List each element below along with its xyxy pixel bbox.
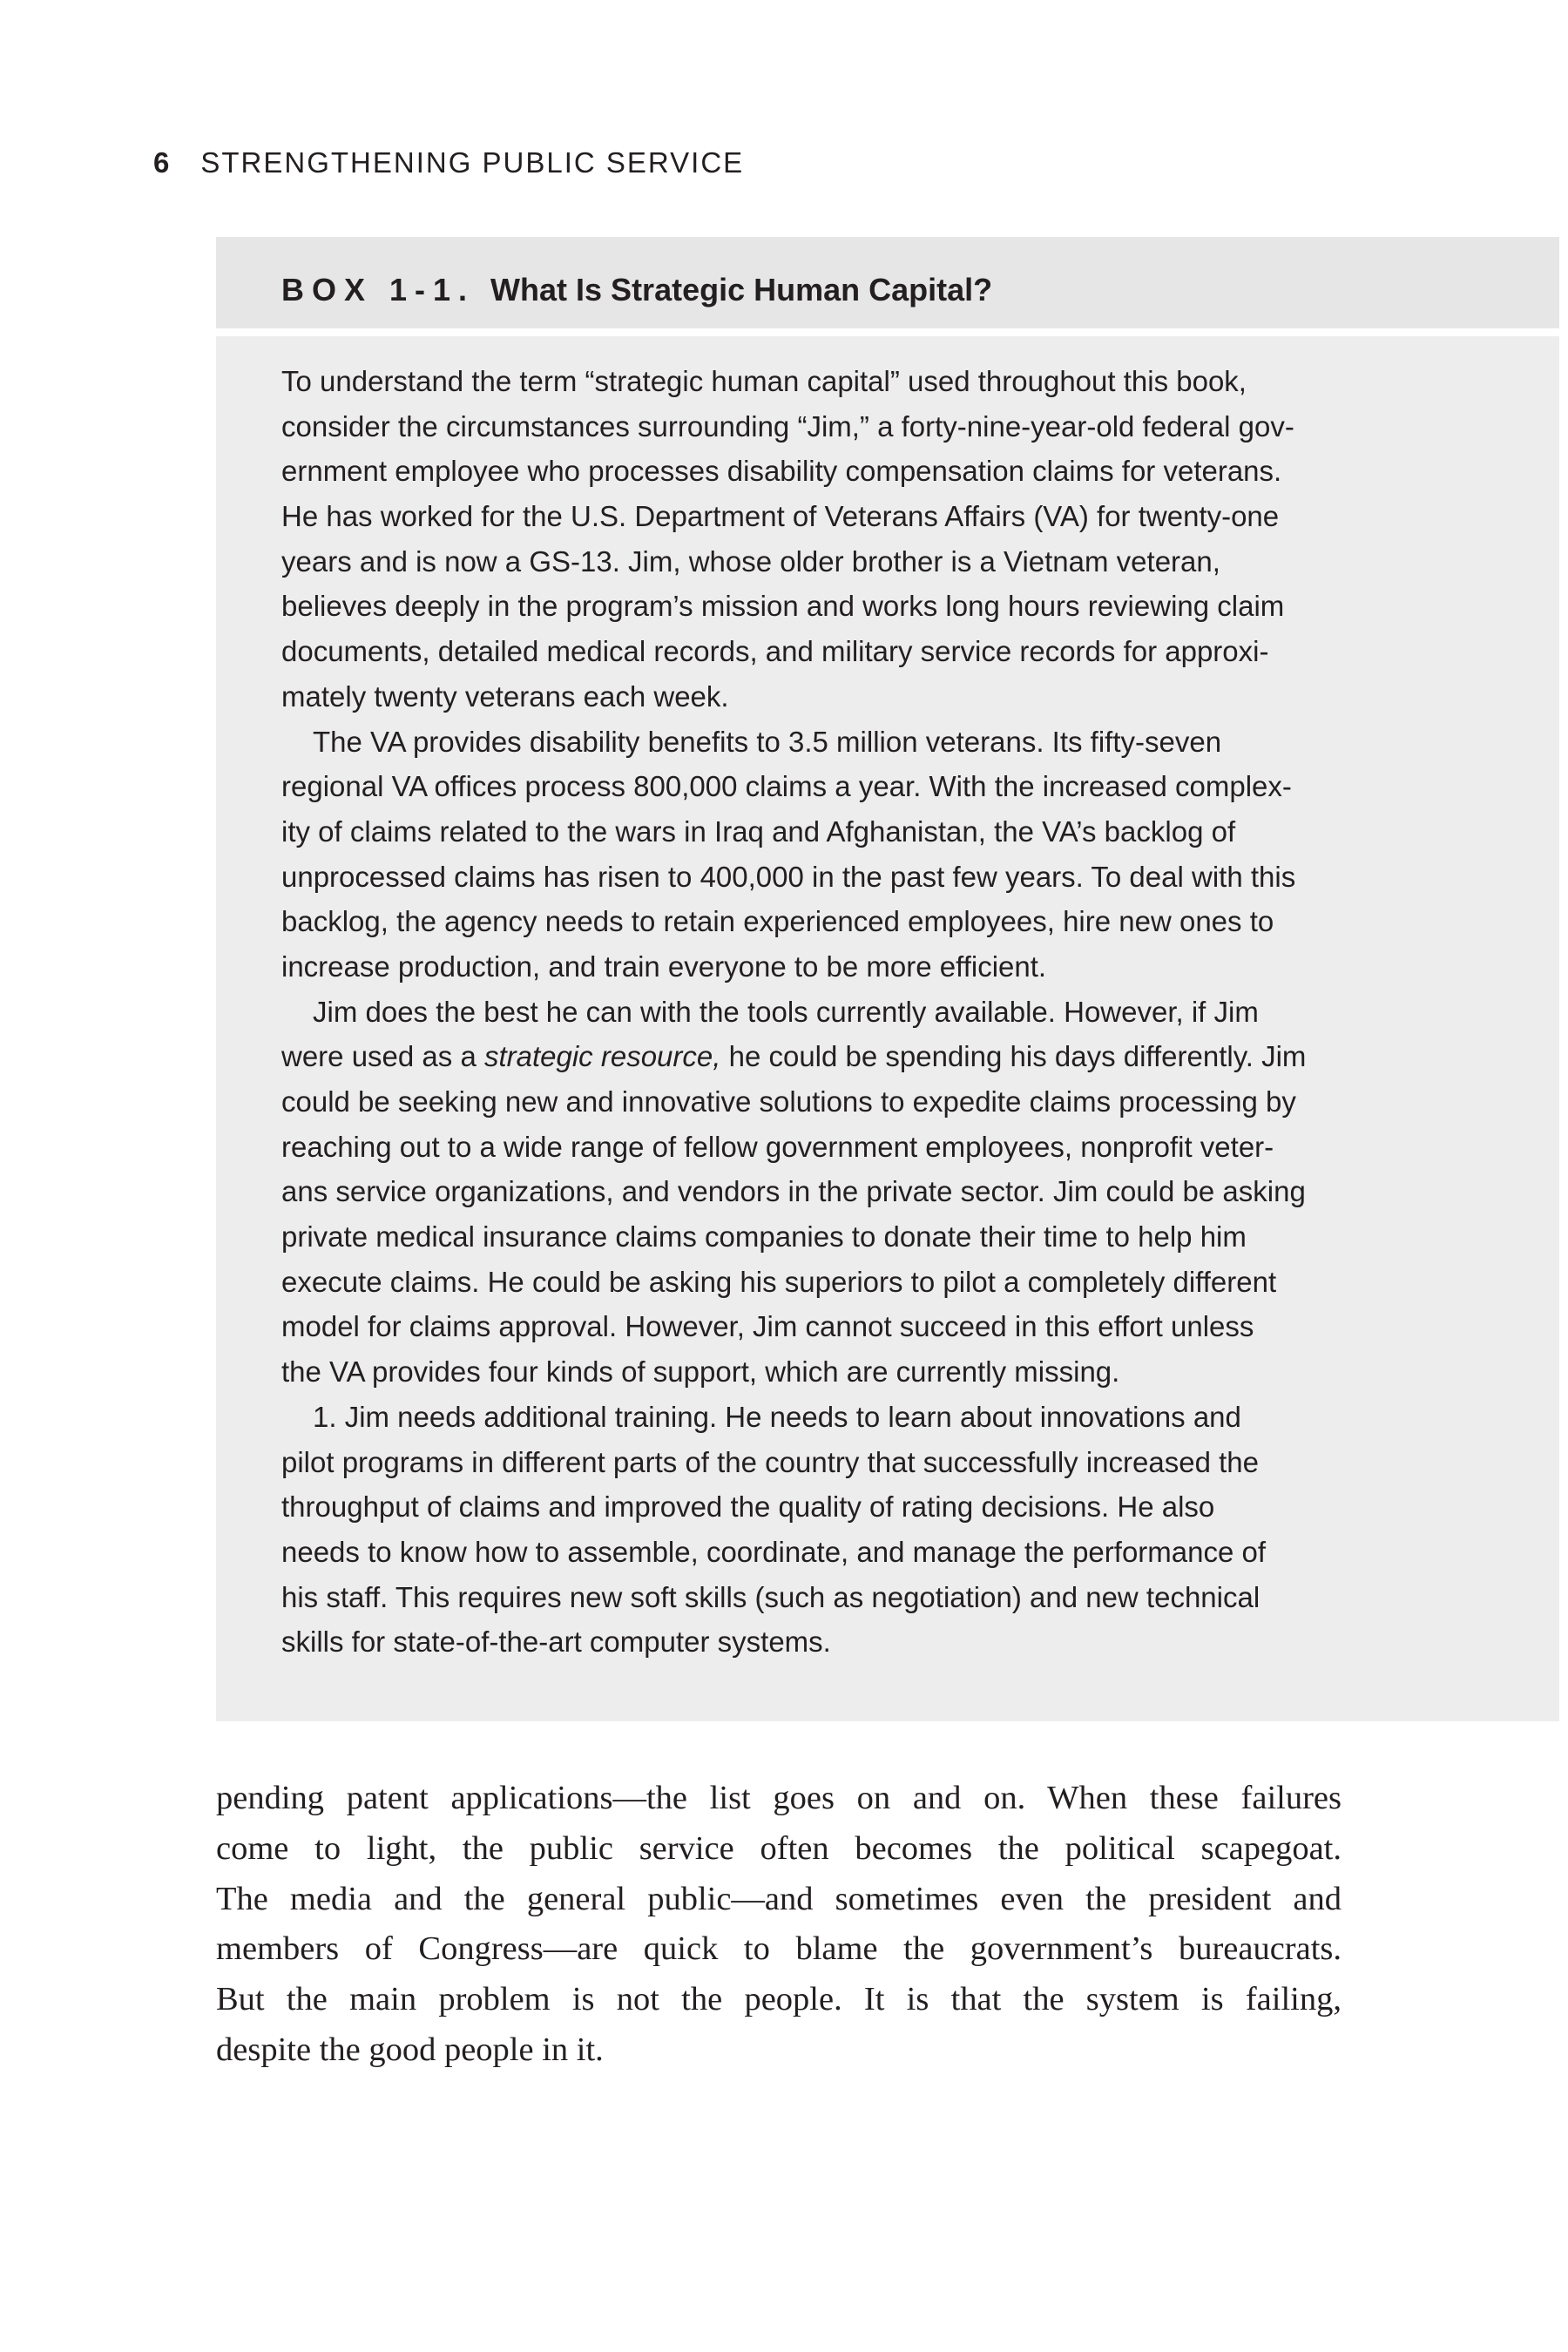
body-text-line: despite the good people in it. xyxy=(216,2031,604,2068)
box-text-line: 1. Jim needs additional training. He needs to learn about innovations and xyxy=(313,1400,1241,1433)
box-text-line: pilot programs in different parts of the country that successfully increased the xyxy=(281,1445,1259,1478)
box-text-line: ity of claims related to the wars in Iraq and Afghanistan, the VA’s backlog of xyxy=(281,814,1236,848)
body-text-line: come to light, the public service often becomes the political scapegoat. xyxy=(216,1829,1342,1867)
running-head xyxy=(153,146,744,179)
box-text-line: mately twenty veterans each week. xyxy=(281,679,729,713)
box-text-line xyxy=(281,1034,1501,1079)
box-text-segment: were used as a xyxy=(281,1040,484,1073)
box-label: BOX 1-1. xyxy=(281,272,476,308)
box-text-line: To understand the term “strategic human capital” used throughout this book, xyxy=(281,365,1247,397)
box-heading: What Is Strategic Human Capital? xyxy=(490,272,993,308)
box-text-line: execute claims. He could be asking his superiors to pilot a completely different xyxy=(281,1265,1277,1298)
box-text-line: his staff. This requires new soft skills (such as negotiation) and new technical xyxy=(281,1580,1260,1613)
box-text-line: skills for state-of-the-art computer systems. xyxy=(281,1625,831,1659)
italic-term: strategic resource, xyxy=(483,1040,721,1073)
sidebar-box xyxy=(216,237,1559,1721)
box-text-line: consider the circumstances surrounding “Jim,” a forty-nine-year-old federal gov- xyxy=(281,409,1294,443)
box-text-line: model for claims approval. However, Jim cannot succeed in this effort unless xyxy=(281,1310,1254,1343)
box-title xyxy=(281,272,992,308)
box-text-line: regional VA offices process 800,000 claims a year. With the increased complex- xyxy=(281,770,1292,803)
body-text-line: members of Congress—are quick to blame the government’s bureaucrats. xyxy=(216,1930,1342,1968)
box-text-line: could be seeking new and innovative solutions to expedite claims processing by xyxy=(281,1085,1296,1118)
box-text-line: He has worked for the U.S. Department of Veterans Affairs (VA) for twenty-one xyxy=(281,500,1280,533)
box-text-line: believes deeply in the program’s mission and works long hours reviewing claim xyxy=(281,590,1285,623)
box-text-line: unprocessed claims has risen to 400,000 in the past few years. To deal with this xyxy=(281,860,1296,893)
box-text-line: years and is now a GS-13. Jim, whose older brother is a Vietnam veteran, xyxy=(281,544,1220,578)
box-body xyxy=(281,359,1501,1665)
body-text-line: The media and the general public—and sometimes even the president and xyxy=(216,1880,1342,1917)
box-text-segment: he could be spending his days differently. Jim xyxy=(720,1040,1307,1073)
page-number: 6 xyxy=(153,146,172,179)
box-header xyxy=(216,237,1559,336)
box-text-line: throughput of claims and improved the quality of rating decisions. He also xyxy=(281,1490,1215,1524)
box-text-line: private medical insurance claims companies to donate their time to help him xyxy=(281,1220,1247,1254)
main-text xyxy=(216,1774,1342,2076)
body-text-line: pending patent applications—the list goes on and on. When these failures xyxy=(216,1780,1342,1816)
box-text-line: documents, detailed medical records, and military service records for approxi- xyxy=(281,635,1269,668)
box-text-line: increase production, and train everyone to be more efficient. xyxy=(281,950,1047,983)
box-text-line: the VA provides four kinds of support, which are currently missing. xyxy=(281,1355,1120,1389)
box-text-line: backlog, the agency needs to retain experienced employees, hire new ones to xyxy=(281,905,1274,938)
box-text-line: reaching out to a wide range of fellow government employees, nonprofit veter- xyxy=(281,1130,1274,1163)
running-head-title: STRENGTHENING PUBLIC SERVICE xyxy=(200,146,745,179)
box-text-line: ernment employee who processes disability compensation claims for veterans. xyxy=(281,455,1282,488)
body-text-line: But the main problem is not the people. It is that the system is failing, xyxy=(216,1981,1342,2018)
box-text-line: ans service organizations, and vendors in the private sector. Jim could be asking xyxy=(281,1175,1306,1208)
box-text-line: needs to know how to assemble, coordinate, and manage the performance of xyxy=(281,1535,1267,1568)
box-text-line: Jim does the best he can with the tools currently available. However, if Jim xyxy=(313,995,1259,1028)
box-text-line: The VA provides disability benefits to 3.5 million veterans. Its fifty-seven xyxy=(313,725,1222,758)
